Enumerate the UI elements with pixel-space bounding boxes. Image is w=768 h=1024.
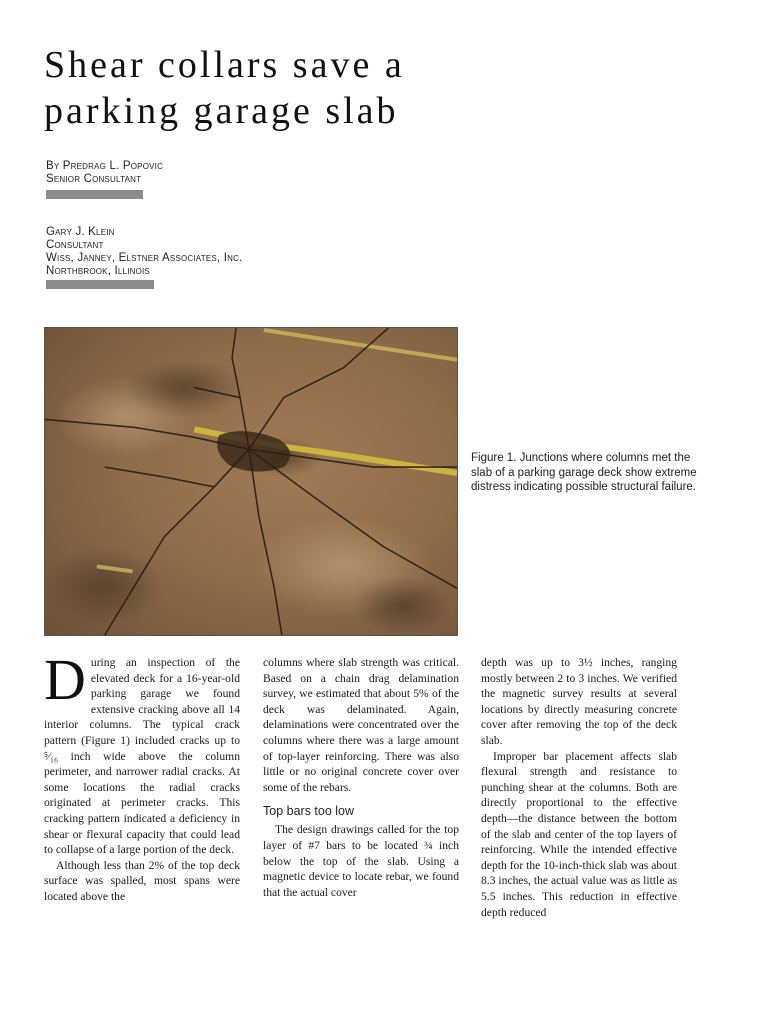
body-paragraph: depth was up to 3½ inches, ranging mostly between 2 to 3 inches. We verified the magnetic survey results at several locations by directly measuring concrete cover after removing the top of the deck slab. — [481, 656, 677, 747]
author-location: Northbrook, Illinois — [46, 265, 150, 277]
author-byline-2 — [46, 226, 242, 278]
article-title-line-1: Shear collars save a — [44, 44, 405, 86]
body-column-1 — [44, 647, 240, 905]
body-paragraph: The design drawings called for the top layer of #7 bars to be located ¾ inch below the top of the slab. Using a magnetic device to locate rebar, we found that the actual cover — [263, 823, 459, 899]
body-paragraph: Although less than 2% of the top deck surface was spalled, most spans were located above the — [44, 858, 240, 903]
author-name: By Predrag L. Popovic — [46, 160, 164, 172]
body-paragraph: columns where slab strength was critical. Based on a chain drag delamination survey, we estimated that about 5% of the deck was delaminated. Again, delaminations were concentrated over the columns where there was a large amount of top-layer reinforcing. There was also little or no original concrete cover over some of the rebars. — [263, 656, 459, 794]
article-title-line-2: parking garage slab — [44, 90, 399, 132]
body-column-2 — [263, 655, 459, 900]
author-name: Gary J. Klein — [46, 226, 115, 238]
drop-cap: D — [44, 647, 86, 712]
author-title: Senior Consultant — [46, 173, 142, 185]
body-column-3 — [481, 655, 677, 920]
paragraph-text: uring an inspection of the elevated deck for a 16-year-old parking garage we found extensive cracking above all 14 interior columns. The typical crack pattern (Figure 1) included cracks up to ⁵⁄₁₆ inch wide above the column perimeter, and narrower radial cracks. At some locations the radial cracks originated at perimeter cracks. This cracking pattern indicated a deficiency in shear or flexural capacity that could lead to collapse of a large portion of the deck. — [44, 656, 240, 857]
section-heading: Top bars too low — [263, 804, 355, 819]
figure-1-photo — [44, 327, 458, 636]
cracked-slab-image — [45, 328, 457, 635]
body-paragraph: Improper bar placement affects slab flexural strength and resistance to punching shear at the columns. Both are directly proportional to the effective depth—the distance between the bottom of the slab and center of the top layers of reinforcing. While the intended effective depth for the 10-inch-thick slab was about 8.3 inches, the actual value was as little as 5.5 inches. This reduction in effective depth reduced — [481, 749, 677, 919]
body-paragraph — [44, 647, 240, 858]
article-title — [44, 42, 564, 134]
figure-1-caption: Figure 1. Junctions where columns met the slab of a parking garage deck show extreme distress indicating possible structural failure. — [471, 452, 697, 493]
byline-rule — [46, 280, 154, 289]
byline-rule — [46, 190, 143, 199]
author-byline-1 — [46, 160, 163, 186]
author-title: Consultant — [46, 239, 104, 251]
author-affiliation: Wiss, Janney, Elstner Associates, Inc. — [46, 252, 243, 264]
